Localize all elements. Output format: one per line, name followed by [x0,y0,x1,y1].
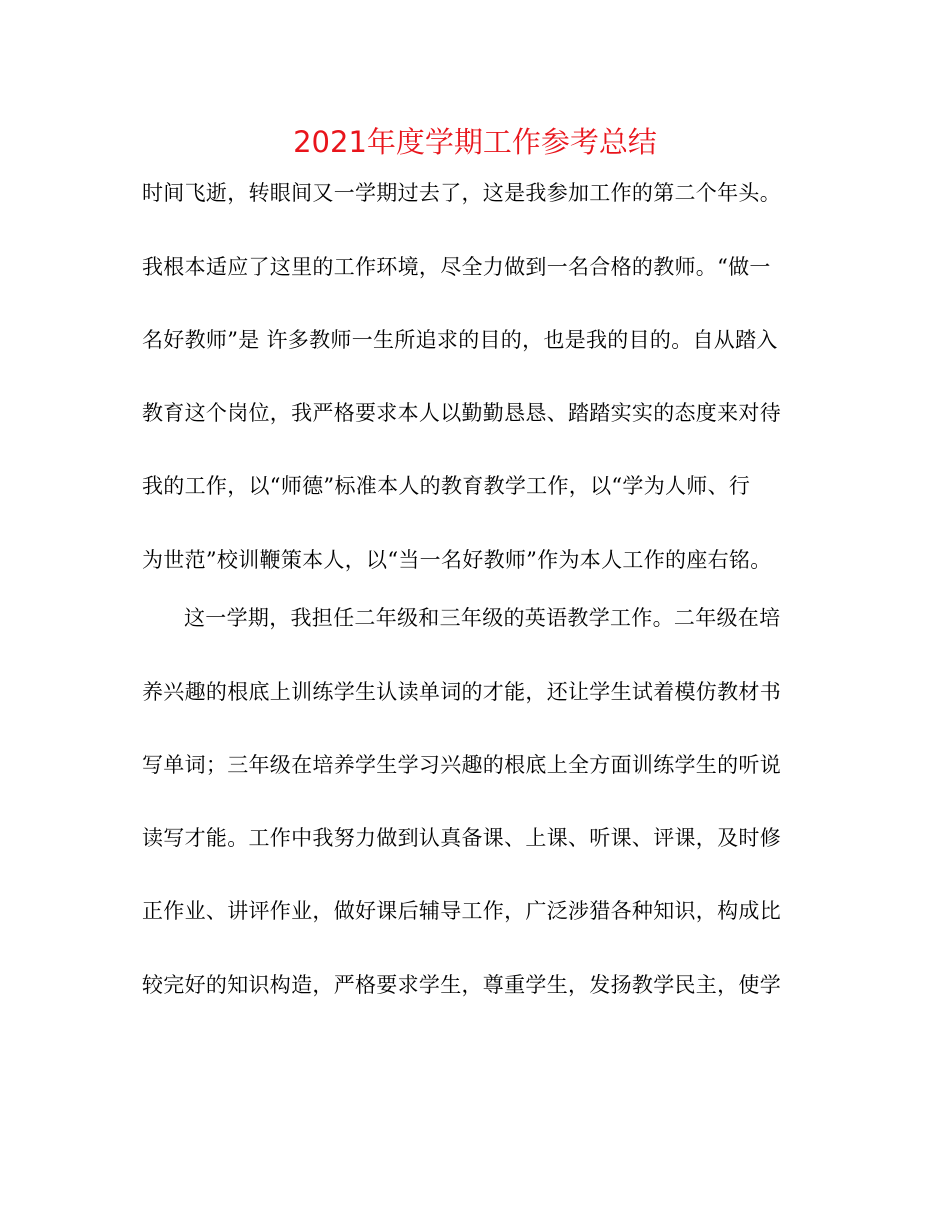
paragraph-line: 写单词；三年级在培养学生学习兴趣的根底上全方面训练学生的听说 [142,753,781,777]
paragraph-line: 正作业、讲评作业，做好课后辅导工作，广泛涉猎各种知识，构成比 [142,899,781,923]
paragraph-line: 养兴趣的根底上训练学生认读单词的才能，还让学生试着模仿教材书 [142,680,781,704]
paragraph-line: 为世范”校训鞭策本人，以“当一名好教师”作为本人工作的座右铭。 [142,548,772,572]
paragraph-line: 我根本适应了这里的工作环境，尽全力做到一名合格的教师。“做一 [142,255,771,279]
paragraph-line: 名好教师”是 许多教师一生所追求的目的，也是我的目的。自从踏入 [142,328,778,352]
document-title: 2021年度学期工作参考总结 [293,125,657,159]
paragraph-line: 时间飞逝，转眼间又一学期过去了，这是我参加工作的第二个年头。 [142,181,781,205]
paragraph-line: 较完好的知识构造，严格要求学生，尊重学生，发扬教学民主，使学 [142,973,781,997]
paragraph-line: 教育这个岗位，我严格要求本人以勤勤恳恳、踏踏实实的态度来对待 [142,401,781,425]
paragraph-line: 这一学期，我担任二年级和三年级的英语教学工作。二年级在培 [184,606,781,630]
paragraph-line: 我的工作，以“师德”标准本人的教育教学工作，以“学为人师、行 [142,474,751,498]
paragraph-line: 读写才能。工作中我努力做到认真备课、上课、听课、评课，及时修 [142,826,781,850]
